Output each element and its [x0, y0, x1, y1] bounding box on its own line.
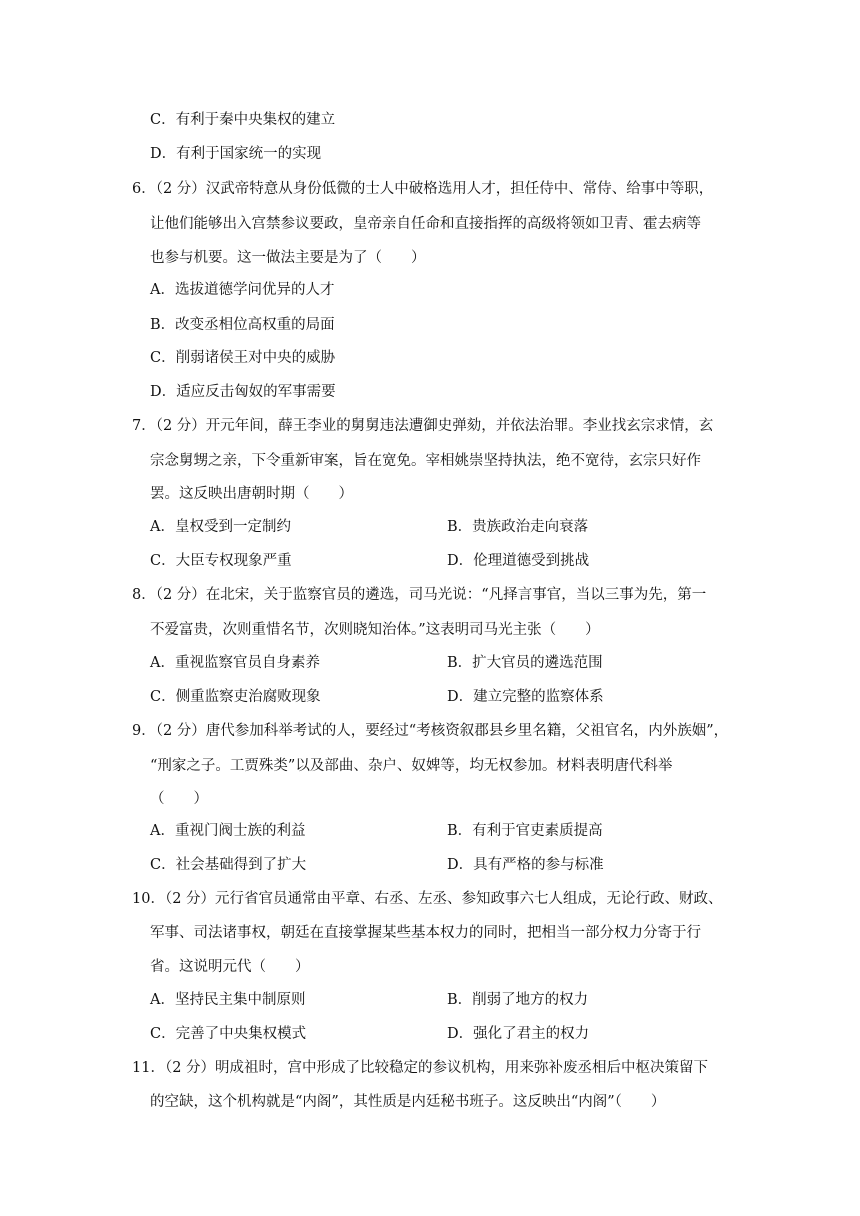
question-9-option-b: B．有利于官吏素质提高 — [447, 823, 603, 839]
question-6-option-c: C．削弱诸侯王对中央的威胁 — [150, 350, 336, 366]
question-7-option-c: C．大臣专权现象严重 — [150, 553, 292, 569]
question-7-stem-line: 宗念舅甥之亲，下令重新审案，旨在宽免。宰相姚崇坚持执法，绝不宽待，玄宗只好作 — [150, 453, 701, 469]
question-6-stem-line: 让他们能够出入宫禁参议要政，皇帝亲自任命和直接指挥的高级将领如卫青、霍去病等 — [150, 216, 701, 232]
question-10-option-b: B．削弱了地方的权力 — [447, 992, 589, 1008]
question-11-stem: 11．（2 分）明成祖时，宫中形成了比较稳定的参议机构，用来弥补废丞相后中枢决策留下 — [132, 1060, 709, 1076]
question-6-option-b: B．改变丞相位高权重的局面 — [150, 317, 335, 333]
question-8-option-c: C．侧重监察吏治腐败现象 — [150, 689, 321, 705]
question-10-stem-line: 军事、司法诸事权，朝廷在直接掌握某些基本权力的同时，把相当一部分权力分寄于行 — [150, 925, 701, 941]
question-10-stem: 10．（2 分）元行省官员通常由平章、右丞、左丞、参知政事六七人组成，无论行政、财政、 — [132, 891, 723, 907]
question-11-stem-line: 的空缺，这个机构就是“内阁”，其性质是内廷秘书班子。这反映出“内阁”（ ） — [150, 1094, 666, 1110]
question-9-option-d: D．具有严格的参与标准 — [447, 857, 604, 873]
question-6-stem-line: 也参与机要。这一做法主要是为了（ ） — [150, 250, 426, 266]
question-9-option-c: C．社会基础得到了扩大 — [150, 857, 307, 873]
question-9-option-a: A．重视门阀士族的利益 — [150, 823, 306, 839]
question-7-option-d: D．伦理道德受到挑战 — [447, 553, 590, 569]
question-6-stem: 6．（2 分）汉武帝特意从身份低微的士人中破格选用人才，担任侍中、常侍、给事中等职， — [132, 181, 714, 197]
question-9-stem: 9．（2 分）唐代参加科举考试的人，要经过“考核资叙郡县乡里名籍，父祖官名，内外族姻”， — [132, 723, 729, 739]
question-9-stem-line: （ ） — [150, 791, 208, 807]
question-7-stem: 7．（2 分）开元年间，薛王李业的舅舅违法遭御史弹劾，并依法治罪。李业找玄宗求情，玄 — [132, 418, 714, 434]
question-9-stem-line: “刑家之子。工贾殊类”以及部曲、杂户、奴婢等，均无权参加。材料表明唐代科举 — [150, 758, 673, 774]
question-8-option-a: A．重视监察官员自身素养 — [150, 655, 320, 671]
option-d: D．有利于国家统一的实现 — [150, 146, 322, 162]
question-6-option-a: A．选拔道德学问优异的人才 — [150, 282, 335, 298]
option-c: C．有利于秦中央集权的建立 — [150, 112, 336, 128]
question-8-option-b: B．扩大官员的遴选范围 — [447, 655, 603, 671]
question-7-stem-line: 罢。这反映出唐朝时期（ ） — [150, 486, 353, 502]
question-7-option-b: B．贵族政治走向衰落 — [447, 519, 589, 535]
question-8-option-d: D．建立完整的监察体系 — [447, 689, 604, 705]
question-6-option-d: D．适应反击匈奴的军事需要 — [150, 384, 336, 400]
question-10-stem-line: 省。这说明元代（ ） — [150, 959, 310, 975]
question-10-option-d: D．强化了君主的权力 — [447, 1026, 590, 1042]
question-10-option-c: C．完善了中央集权模式 — [150, 1026, 307, 1042]
question-8-stem-line: 不爱富贵，次则重惜名节，次则晓知治体。”这表明司马光主张（ ） — [150, 622, 600, 638]
question-8-stem: 8．（2 分）在北宋，关于监察官员的遴选，司马光说：“凡择言事官，当以三事为先，第一 — [132, 587, 707, 603]
question-7-option-a: A．皇权受到一定制约 — [150, 519, 291, 535]
question-10-option-a: A．坚持民主集中制原则 — [150, 992, 306, 1008]
